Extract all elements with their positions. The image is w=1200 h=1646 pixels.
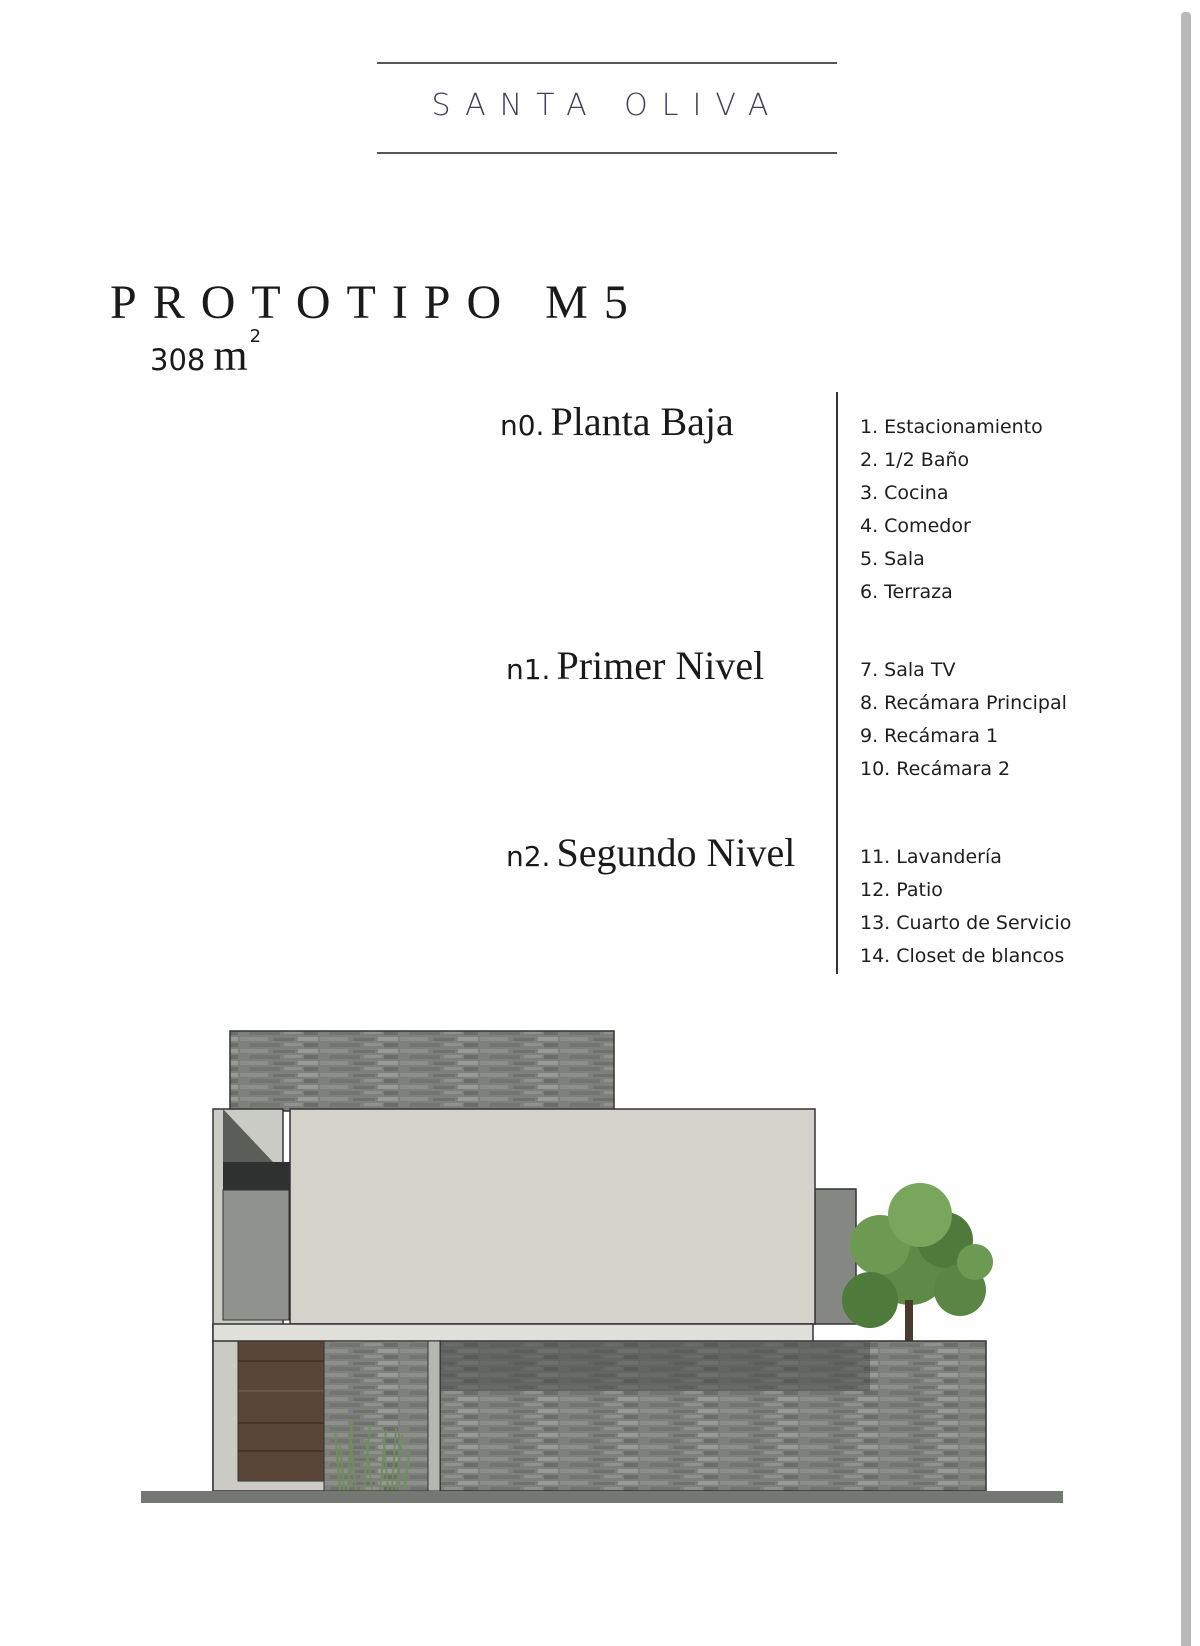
level-name: Primer Nivel: [556, 643, 765, 688]
brand-bottom-rule: [377, 152, 837, 154]
entrance-door: [238, 1341, 324, 1481]
level-heading-n0: [500, 398, 734, 445]
stucco-volume: [290, 1109, 815, 1324]
room-item: 6. Terraza: [860, 581, 953, 603]
level-heading-n1: [506, 642, 764, 689]
upper-stone-volume: [230, 1031, 614, 1111]
room-list-n1: [860, 654, 1067, 786]
room-item: 14. Closet de blancos: [860, 945, 1065, 967]
room-item: 8. Recámara Principal: [860, 692, 1067, 714]
facade-elevation-image: [0, 1000, 1100, 1520]
room-item: 2. 1/2 Baño: [860, 449, 970, 471]
brand-name: SANTA OLIVA: [431, 88, 783, 123]
ground-line: [141, 1491, 1063, 1503]
scrollbar[interactable]: [1181, 12, 1191, 1646]
room-item: 3. Cocina: [860, 482, 949, 504]
room-item: 10. Recámara 2: [860, 758, 1011, 780]
level-code: n2.: [506, 840, 551, 873]
room-item: 7. Sala TV: [860, 659, 956, 681]
room-item: 1. Estacionamiento: [860, 416, 1043, 438]
area-value: 308: [150, 343, 206, 377]
prototype-area: [150, 326, 262, 381]
level-name: Planta Baja: [550, 399, 734, 444]
room-item: 9. Recámara 1: [860, 725, 999, 747]
level-code: n0.: [500, 409, 545, 442]
room-item: 5. Sala: [860, 548, 925, 570]
room-item: 4. Comedor: [860, 515, 971, 537]
room-item: 12. Patio: [860, 879, 943, 901]
area-exponent: 2: [249, 326, 262, 347]
column-divider: [836, 392, 838, 974]
room-list-n2: [860, 841, 1071, 973]
prototype-title: PROTOTIPO M5: [110, 276, 644, 329]
level-code: n1.: [506, 653, 551, 686]
level-heading-n2: [506, 829, 795, 876]
level-name: Segundo Nivel: [556, 830, 796, 875]
room-item: 13. Cuarto de Servicio: [860, 912, 1072, 934]
area-unit: m: [213, 331, 248, 380]
tree-icon: [842, 1183, 993, 1342]
room-item: 11. Lavandería: [860, 846, 1002, 868]
brand-top-rule: [377, 62, 837, 64]
room-list-n0: [860, 411, 1043, 609]
